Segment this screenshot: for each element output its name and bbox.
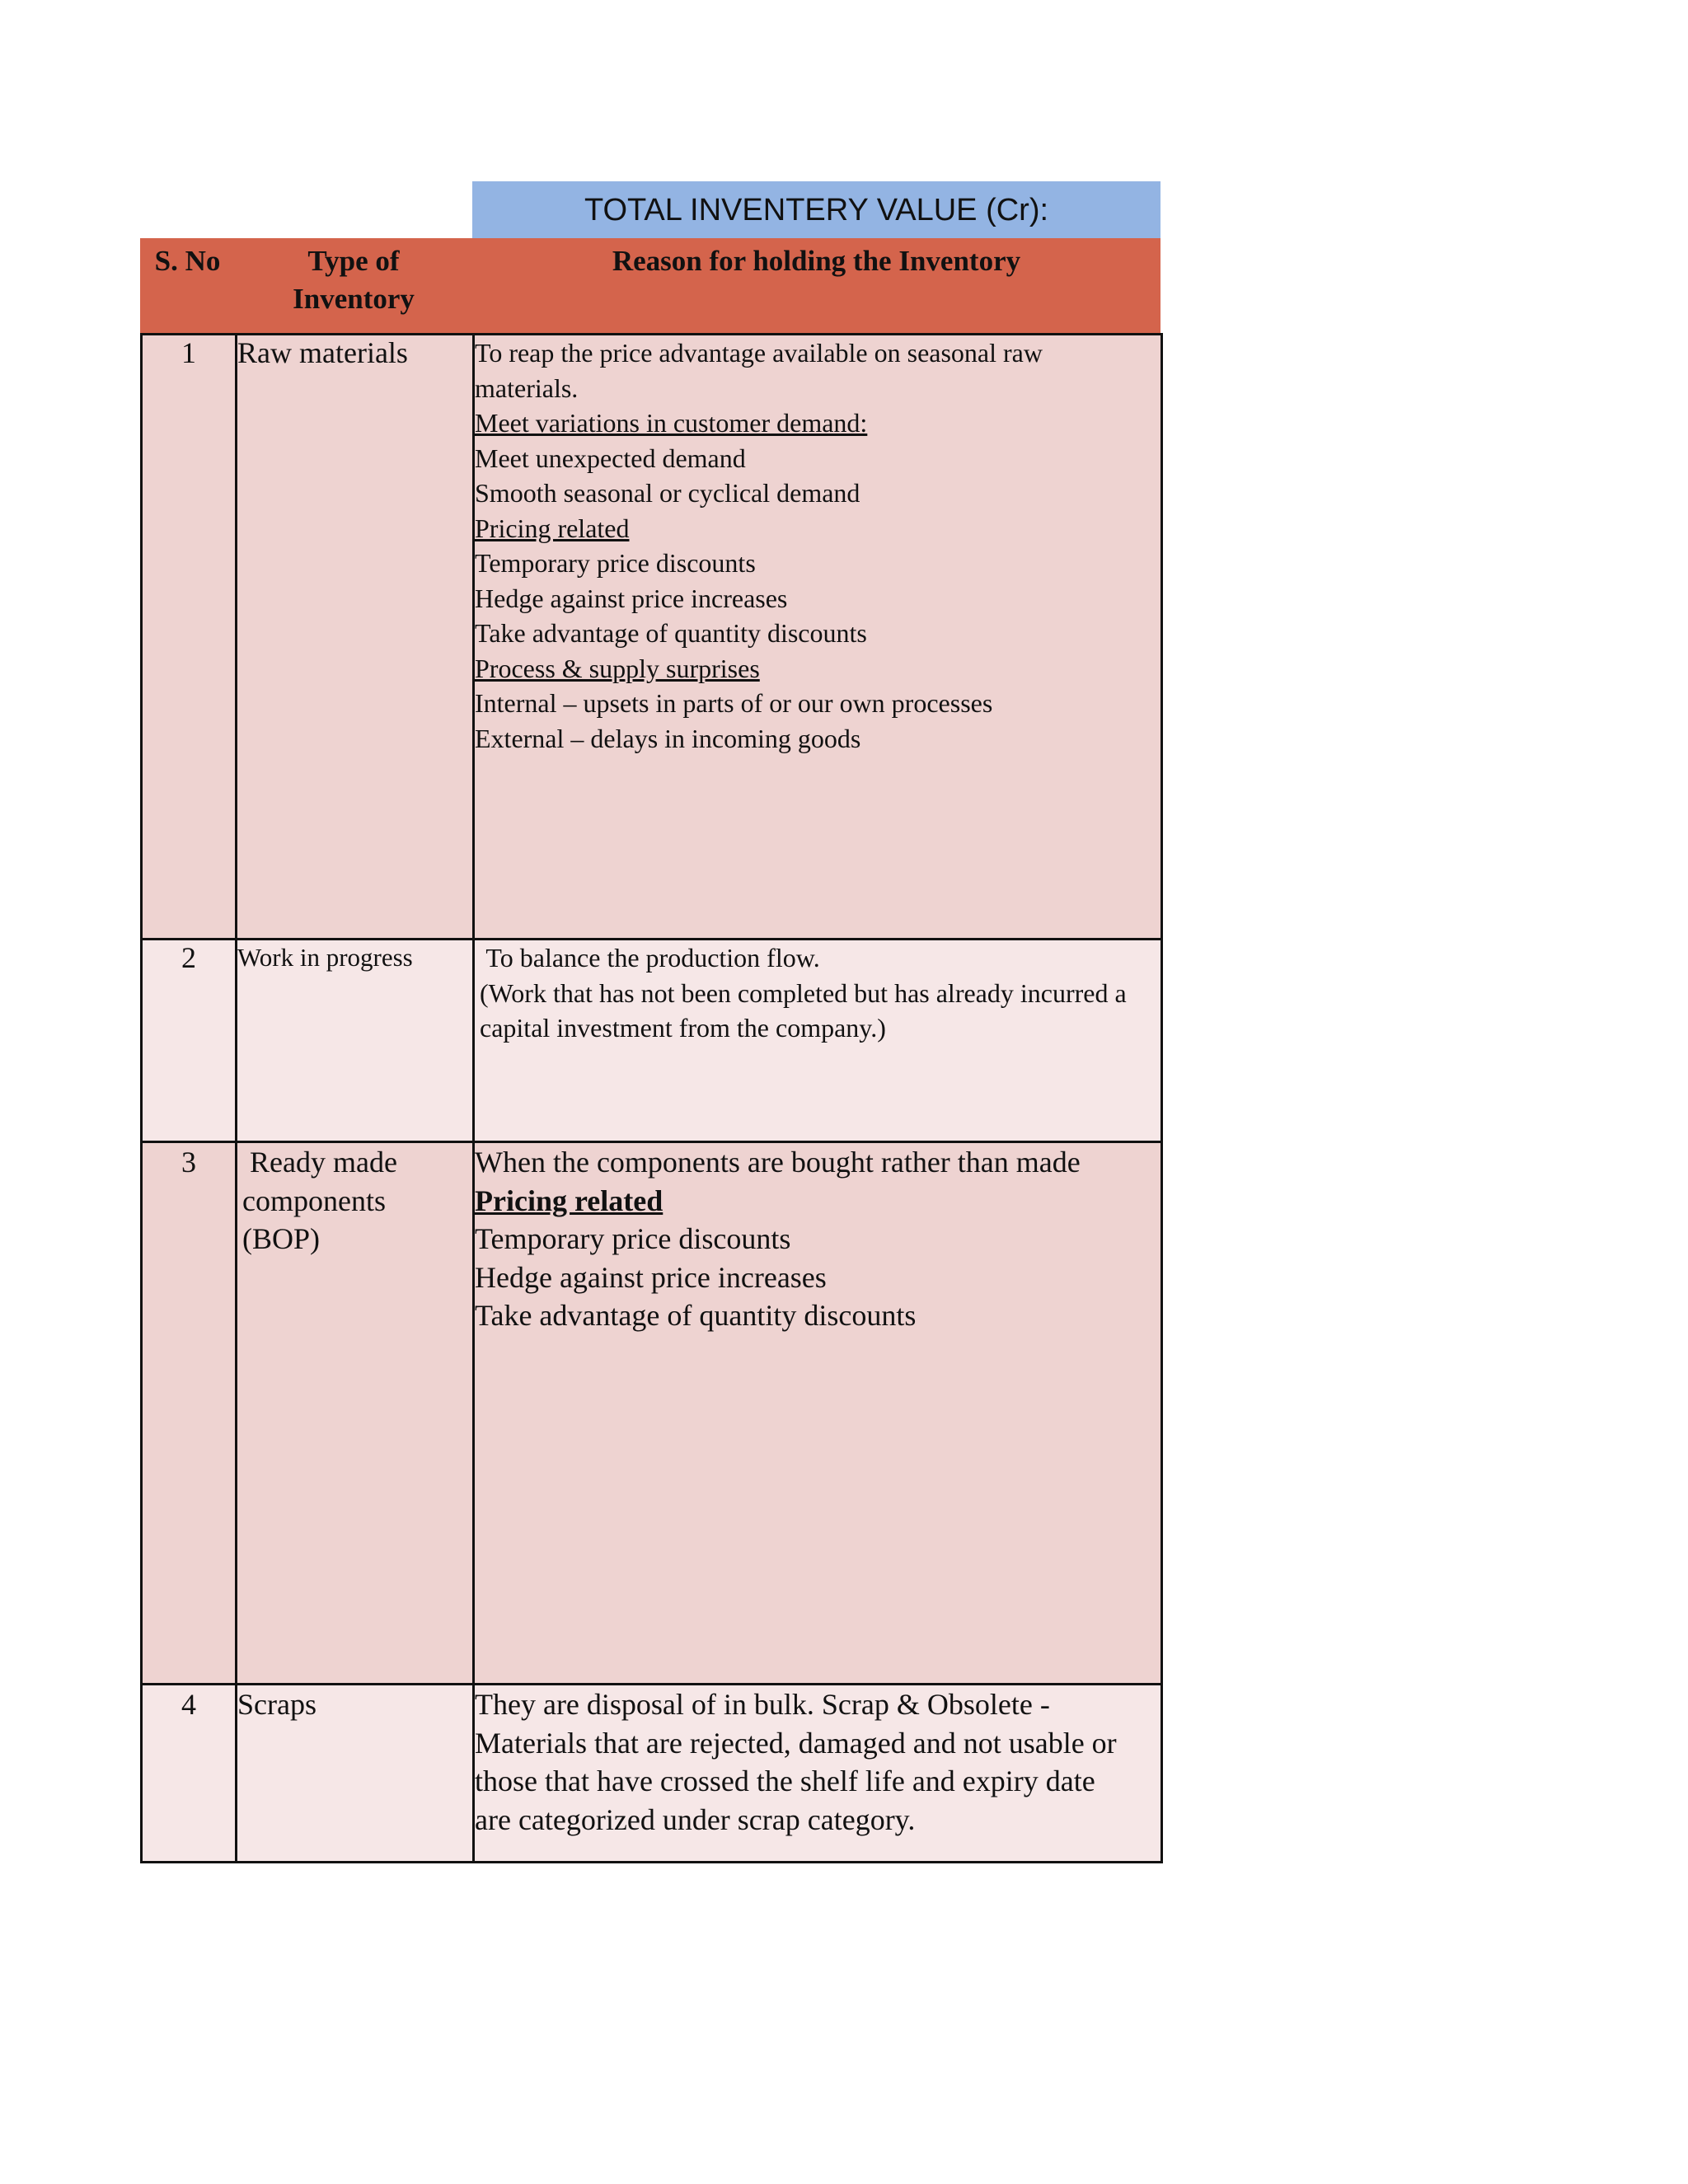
reason-line: Hedge against price increases (475, 1260, 827, 1294)
reason-line: Materials that are rejected, damaged and not usable or (475, 1726, 1117, 1760)
header-sno: S. No (154, 245, 221, 277)
reason-line: those that have crossed the shelf life and expiry date (475, 1765, 1095, 1797)
reason-subheading: Pricing related (475, 1183, 663, 1217)
row-sno: 3 (142, 1142, 237, 1685)
reason-line: (Work that has not been completed but has already incurred a (480, 977, 1127, 1008)
reason-line: Take advantage of quantity discounts (475, 1299, 917, 1332)
row-reason (474, 335, 1162, 940)
reason-line: Hedge against price increases (475, 583, 788, 613)
type-line: Ready made (242, 1146, 397, 1179)
reason-subheading: Pricing related (475, 513, 630, 543)
reason-line: materials. (475, 373, 579, 403)
row-type: Work in progress (237, 940, 474, 1142)
reason-line: Take advantage of quantity discounts (475, 618, 867, 648)
reason-line: capital investment from the company.) (480, 1013, 886, 1043)
header-type-line1: Type of (307, 245, 400, 277)
reason-line: To reap the price advantage available on seasonal raw (475, 338, 1043, 368)
row-sno: 2 (142, 940, 237, 1142)
row-sno: 4 (142, 1685, 237, 1863)
header-reason: Reason for holding the Inventory (612, 245, 1021, 277)
row-reason (474, 1685, 1162, 1863)
table-row (142, 1142, 1162, 1685)
reason-line: When the components are bought rather than made (475, 1146, 1081, 1179)
reason-line: Temporary price discounts (475, 548, 756, 578)
reason-line: To balance the production flow. (480, 943, 820, 972)
type-line: (BOP) (242, 1222, 321, 1255)
reason-line: They are disposal of in bulk. Scrap & Obsolete - (475, 1688, 1050, 1721)
inventory-table (140, 333, 1163, 1863)
type-line: components (242, 1183, 386, 1217)
reason-subheading: Meet variations in customer demand: (475, 408, 868, 438)
reason-subheading: Process & supply surprises (475, 653, 760, 683)
table-header (140, 238, 1160, 333)
reason-line: Smooth seasonal or cyclical demand (475, 478, 860, 508)
row-type: Raw materials (237, 335, 474, 940)
table-row (142, 335, 1162, 940)
table-row (142, 1685, 1162, 1863)
row-reason (474, 940, 1162, 1142)
row-type (237, 1142, 474, 1685)
reason-line: Meet unexpected demand (475, 443, 746, 473)
row-type: Scraps (237, 1685, 474, 1863)
reason-line: External – delays in incoming goods (475, 723, 861, 753)
total-inventory-value-title: TOTAL INVENTERY VALUE (Cr): (472, 181, 1160, 239)
reason-line: Temporary price discounts (475, 1222, 791, 1255)
header-type-of-inventory (235, 242, 472, 318)
reason-line: are categorized under scrap category. (475, 1802, 916, 1836)
table-row (142, 940, 1162, 1142)
row-sno: 1 (142, 335, 237, 940)
reason-line: Internal – upsets in parts of or our own processes (475, 688, 993, 718)
row-reason (474, 1142, 1162, 1685)
header-type-line2: Inventory (293, 283, 415, 315)
